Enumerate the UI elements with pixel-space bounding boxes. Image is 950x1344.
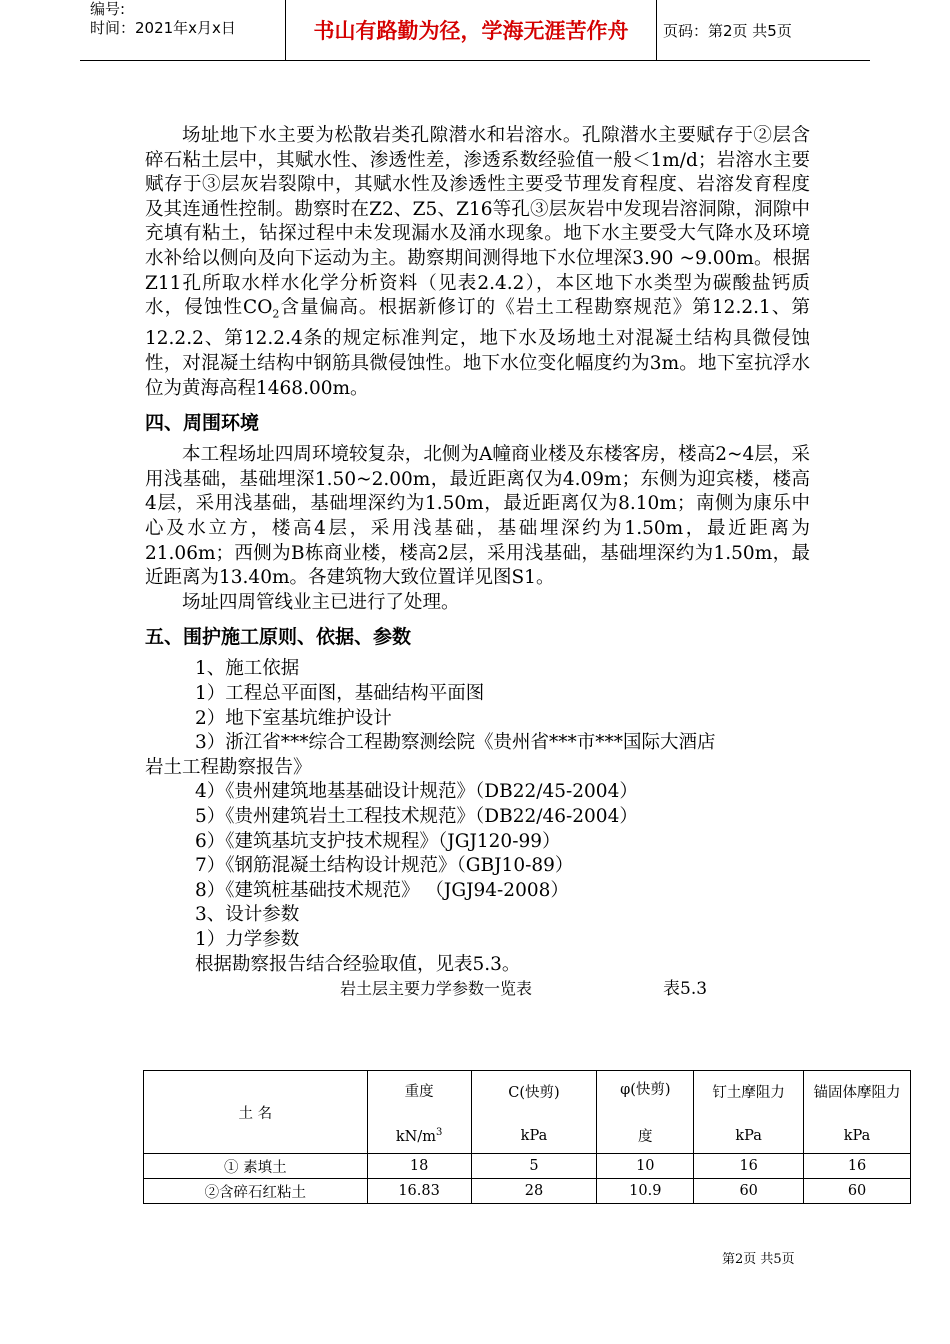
table-cell: 10.9 (597, 1179, 694, 1204)
header-unit: kPa (843, 1127, 871, 1144)
table-cell: 10 (597, 1154, 694, 1179)
list-item: 2）地下室基坑维护设计 (195, 707, 392, 729)
list-item: 4）《贵州建筑地基基础设计规范》（DB22/45-2004） (195, 781, 638, 803)
table-cell: 60 (804, 1179, 911, 1204)
table-row (144, 1179, 911, 1204)
header-label: 重度 (404, 1083, 434, 1100)
list-item: 1、施工依据 (195, 658, 300, 680)
header-unit: kPa (735, 1127, 762, 1144)
list-item: 1）力学参数 (195, 928, 300, 950)
table-caption (145, 979, 810, 1001)
header-number: 编号: (90, 0, 126, 18)
table-cell: 60 (694, 1179, 804, 1204)
table-header-cell (597, 1071, 694, 1154)
table-header-row (144, 1071, 911, 1154)
table-title: 岩土层主要力学参数一览表 (340, 979, 533, 999)
table-header-cell (471, 1071, 597, 1154)
paragraph-pipelines: 场址四周管线业主已进行了处理。 (182, 591, 460, 613)
list-item: 6）《建筑基坑支护技术规程》（JGJ120-99） (195, 830, 561, 852)
table-cell: 16 (694, 1154, 804, 1179)
header-label: φ(快剪) (620, 1082, 671, 1098)
paragraph-groundwater (145, 124, 810, 401)
heading-principles: 五、围护施工原则、依据、参数 (145, 626, 412, 649)
table-cell: 16.83 (367, 1179, 471, 1204)
header-unit: kN/m (395, 1128, 436, 1145)
page-header (80, 0, 870, 61)
list-item: 根据勘察报告结合经验取值，见表5.3。 (195, 953, 521, 975)
table-cell: 16 (804, 1154, 911, 1179)
document-body (145, 124, 810, 1001)
list-item: 7）《钢筋混凝土结构设计规范》（GBJ10-89） (195, 855, 574, 877)
table-cell: 18 (367, 1154, 471, 1179)
table-cell: ① 素填土 (144, 1154, 368, 1179)
paragraph-groundwater-text: 场址地下水主要为松散岩类孔隙潜水和岩溶水。孔隙潜水主要赋存于②层含碎石粘土层中，其赋水性、渗透性差，渗透系数经验值一般＜1m/d；岩溶水主要赋存于③层灰岩裂隙中，其赋水性及渗透性主要受节理发育程度、岩溶发育程度及其连通性控制。勘察时在Z2、Z5、Z16等孔③层灰岩中发现岩溶洞隙，洞隙中充填有粘土，钻探过程中未发现漏水及涌水现象。地下水主要受大气降水及环境水补给以侧向及向下运动为主。勘察期间测得地下水位埋深3.90 ~9.00m。根据Z11孔所取水样水化学分析资料（见表2.4.2），本区地下水类型为碳酸盐钙质水，侵蚀性CO (145, 125, 810, 319)
superscript: 3 (435, 1126, 443, 1138)
heading-surroundings: 四、周围环境 (145, 412, 260, 435)
parameters-table (143, 1070, 911, 1204)
table-header-cell (804, 1071, 911, 1154)
header-unit: kPa (520, 1127, 548, 1144)
list-item: 5）《贵州建筑岩土工程技术规范》（DB22/46-2004） (195, 805, 638, 827)
list-item: 8）《建筑桩基础技术规范》 （JGJ94-2008） (195, 879, 569, 901)
header-page: 页码：第2页 共5页 (663, 21, 792, 40)
list-item: 1）工程总平面图，基础结构平面图 (195, 682, 485, 704)
header-motto: 书山有路勤为径，学海无涯苦作舟 (285, 0, 657, 60)
header-unit: 度 (638, 1129, 653, 1145)
table-cell: 28 (471, 1179, 597, 1204)
table-number: 表5.3 (663, 979, 708, 1000)
table-header-cell (694, 1071, 804, 1154)
header-time: 时间：2021年x月x日 (90, 19, 236, 37)
header-label: 锚固体摩阻力 (813, 1084, 901, 1101)
header-label: C(快剪) (508, 1084, 560, 1101)
paragraph-groundwater-tail: 含量偏高。根据新修订的《岩土工程勘察规范》第12.2.1、第12.2.2、第12.2.4条的规定标准判定，地下水及场地土对混凝土结构具微侵蚀性，对混凝土结构中钢筋具微侵蚀性。地下水位变化幅度约为3m。地下室抗浮水位为黄海高程1468.00m。 (145, 297, 810, 399)
table-cell: 5 (471, 1154, 597, 1179)
subscript: 2 (272, 307, 280, 321)
paragraph-surroundings: 本工程场址四周环境较复杂，北侧为A幢商业楼及东楼客房，楼高2~4层，采用浅基础，基础埋深1.50~2.00m，最近距离仅为4.09m；东侧为迎宾楼，楼高4层，采用浅基础，基础埋深约为1.50m，最近距离仅为8.10m；南侧为康乐中心及水立方，楼高4层，采用浅基础，基础埋深约为1.50m，最近距离为21.06m；西侧为B栋商业楼，楼高2层，采用浅基础，基础埋深约为1.50m，最近距离为13.40m。各建筑物大致位置详见图S1。 (145, 444, 810, 589)
table-cell: ②含碎石红粘土 (144, 1179, 368, 1204)
page-footer: 第2页 共5页 (722, 1252, 795, 1267)
list-item-continuation: 岩土工程勘察报告》 (145, 756, 312, 778)
table-header-cell (367, 1071, 471, 1154)
list-item: 3、设计参数 (195, 904, 300, 926)
header-label: 钉土摩阻力 (712, 1084, 785, 1101)
header-meta (90, 0, 285, 60)
table-row (144, 1154, 911, 1179)
list-item: 3）浙江省***综合工程勘察测绘院《贵州省***市***国际大酒店 (195, 732, 716, 754)
table-header-cell: 土 名 (144, 1071, 368, 1154)
